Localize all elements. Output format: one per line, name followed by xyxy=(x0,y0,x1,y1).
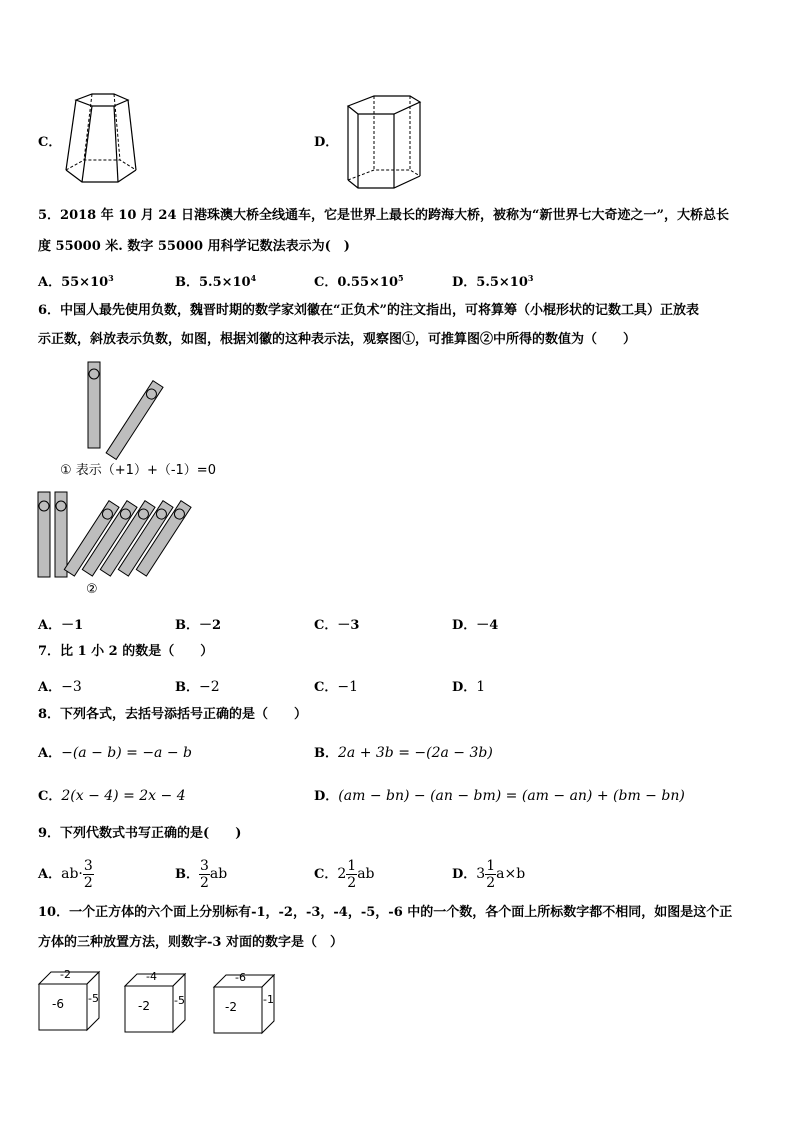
cube-2-top: -4 xyxy=(146,970,157,983)
cube-3-top: -6 xyxy=(235,971,246,984)
q6-stem-line2: 示正数，斜放表示负数，如图，根据刘徽的这种表示法，观察图①，可推算图②中所得的数值为（ ） xyxy=(38,332,637,347)
cube-2-side: -5 xyxy=(174,994,185,1007)
q5-option-a: A．$55\times 10^3$ xyxy=(38,273,114,290)
q9-option-c: C．2 $\frac{1}{2}$ ab xyxy=(314,858,375,891)
q6-option-b: B．－2 xyxy=(175,618,222,633)
q9-stem: 9．下列代数式书写正确的是( ) xyxy=(38,826,242,841)
q5-stem-line1: 5．2018 年 10 月 24 日港珠澳大桥全线通车，它是世界上最长的跨海大桥，被称为“新世界七大奇迹之一”，大桥总长 xyxy=(38,208,729,223)
q8-option-c: C．2(x − 4) = 2x − 4 xyxy=(38,788,186,804)
q6-stem-line1: 6．中国人最先使用负数，魏晋时期的数学家刘徽在“正负术”的注文指出，可将算筹（小棍形状的记数工具）正放表 xyxy=(38,303,700,318)
q6-option-d: D．－4 xyxy=(452,618,499,633)
q7-option-c: C．−1 xyxy=(314,679,358,695)
figure-1-caption: ① 表示（+1）+（-1）=0 xyxy=(60,463,216,478)
q5-stem-line2: 度 55000 米. 数字 55000 用科学记数法表示为( ) xyxy=(38,239,350,254)
q4-option-c-label: C． xyxy=(38,135,62,150)
hexagonal-prism-figure xyxy=(344,92,424,190)
q5-option-c: C．$0.55\times 10^5$ xyxy=(314,273,404,290)
cube-3 xyxy=(213,973,277,1035)
q7-option-b: B．−2 xyxy=(175,679,220,695)
q8-option-a: A．−(a − b) = −a − b xyxy=(38,745,192,761)
counting-rods-figure-1 xyxy=(80,362,180,454)
q8-stem: 8．下列各式，去括号添括号正确的是（ ） xyxy=(38,707,308,722)
q9-option-a: A．ab· $\frac{3}{2}$ xyxy=(38,858,93,891)
q9-option-d: D．3 $\frac{1}{2}$ a×b xyxy=(452,858,526,891)
frustum-figure xyxy=(62,92,142,187)
q8-option-d: D．(am − bn) − (an − bm) = (am − an) + (bm − bn) xyxy=(314,788,685,804)
cube-3-front: -2 xyxy=(225,1000,237,1014)
q6-option-c: C．－3 xyxy=(314,618,360,633)
q5-option-d: D．$5.5\times 10^3$ xyxy=(452,273,534,290)
q9-option-b: B． $\frac{3}{2}$ ab xyxy=(175,858,228,891)
q10-stem-line1: 10．一个正方体的六个面上分别标有-1，-2，-3，-4，-5，-6 中的一个数，各个面上所标数字都不相同，如图是这个正 xyxy=(38,905,733,920)
q5-option-b: B．$5.5\times 10^4$ xyxy=(175,273,257,290)
cube-2-front: -2 xyxy=(138,999,150,1013)
q4-option-d-label: D． xyxy=(314,135,339,150)
q6-option-a: A．－1 xyxy=(38,618,84,633)
cube-1-side: -5 xyxy=(88,992,99,1005)
cube-3-side: -1 xyxy=(263,993,274,1006)
q7-stem: 7．比 1 小 2 的数是（ ） xyxy=(38,644,214,659)
cube-2 xyxy=(124,972,188,1034)
q8-option-b: B．2a + 3b = −(2a − 3b) xyxy=(314,745,493,761)
q7-option-a: A．−3 xyxy=(38,679,82,695)
cube-1-top: -2 xyxy=(60,968,71,981)
q7-option-d: D．1 xyxy=(452,679,486,695)
cube-1-front: -6 xyxy=(52,997,64,1011)
counting-rods-figure-2 xyxy=(36,490,206,582)
q10-stem-line2: 方体的三种放置方法，则数字-3 对面的数字是（ ） xyxy=(38,935,343,950)
cube-1 xyxy=(38,970,102,1032)
figure-2-caption: ② xyxy=(86,582,98,597)
